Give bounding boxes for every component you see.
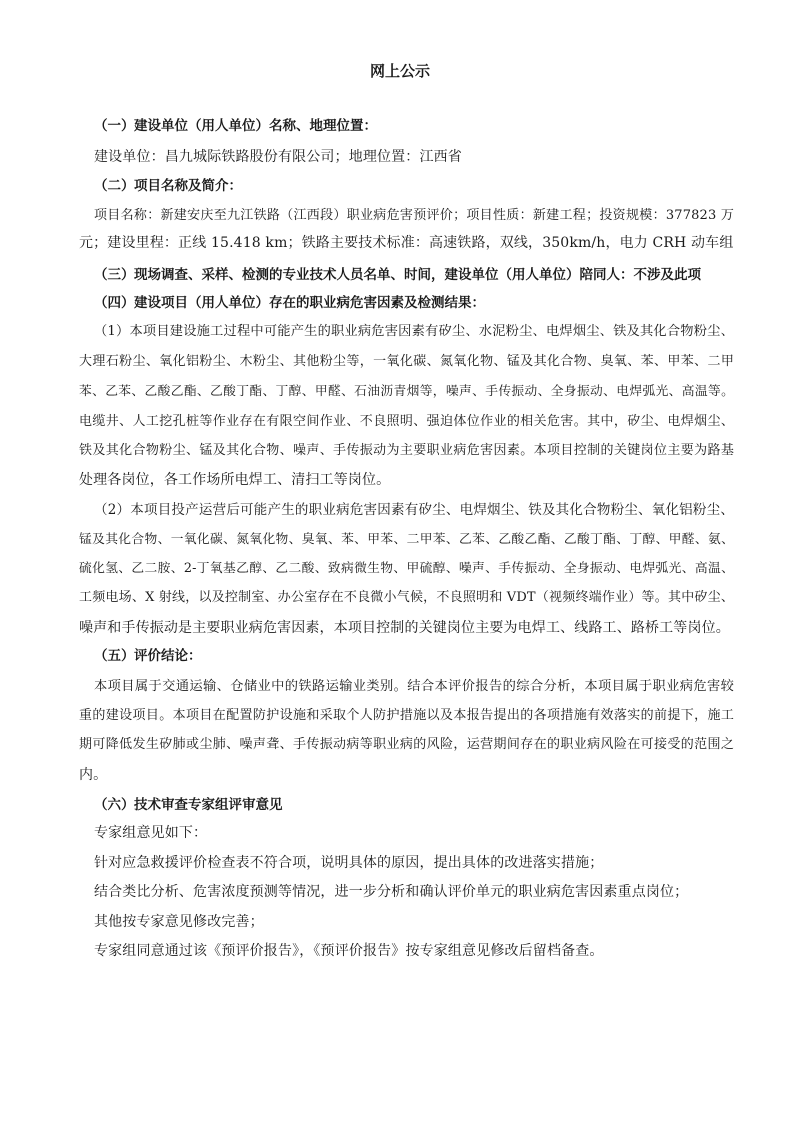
section-heading-text: 技术审查专家组评审意见 <box>134 797 283 813</box>
section-4-line-5: 铁及其化合物粉尘、锰及其化合物、噪声、手传振动为主要职业病危害因素。本项目控制的关键岗位主要为路基 <box>79 443 734 458</box>
section-heading-5 <box>94 646 202 666</box>
section-4-line-3: 苯、乙苯、乙酸乙酯、乙酸丁酯、丁醇、甲醛、石油沥青烟等，噪声、手传振动、全身振动、电焊弧光、高温等。 <box>79 384 734 399</box>
section-4-line-6: 处理各岗位，各工作场所电焊工、清扫工等岗位。 <box>79 472 391 488</box>
section-heading-3 <box>94 265 701 285</box>
section-5-line-1: 本项目属于交通运输、仓储业中的铁路运输业类别。结合本评价报告的综合分析，本项目属于职业病危害较 <box>94 679 734 694</box>
section-number: （五） <box>94 648 135 664</box>
section-4-line-8: 锰及其化合物、一氧化碳、氮氧化物、臭氧、苯、甲苯、二甲苯、乙苯、乙酸乙酯、乙酸丁酯、丁醇、甲醛、氨、 <box>79 532 734 547</box>
section-6-line-2: 针对应急救援评价检查表不符合项，说明具体的原因，提出具体的改进落实措施； <box>94 855 604 871</box>
section-2-line-1: 项目名称：新建安庆至九江铁路（江西段）职业病危害预评价；项目性质：新建工程；投资规模：377823 万 <box>94 208 734 223</box>
section-4-line-2: 大理石粉尘、氧化铝粉尘、木粉尘、其他粉尘等，一氧化碳、氮氧化物、锰及其化合物、臭氧、苯、甲苯、二甲 <box>79 354 734 369</box>
section-4-line-9: 硫化氢、乙二胺、2-丁氧基乙醇、乙二酸、致病微生物、甲硫醇、噪声、手传振动、全身振动、电焊弧光、高温、 <box>79 561 734 576</box>
section-heading-6 <box>94 795 283 815</box>
section-number: （二） <box>94 178 135 194</box>
section-6-line-4: 其他按专家意见修改完善； <box>94 914 264 930</box>
section-number: （三） <box>94 267 135 283</box>
section-number: （一） <box>94 118 135 134</box>
section-2-line-2: 元；建设里程：正线 15.418 km；铁路主要技术标准：高速铁路，双线，350km/h，电力 CRH 动车组 <box>79 235 734 251</box>
page-title: 网上公示 <box>369 62 430 80</box>
section-5-line-2: 重的建设项目。本项目在配置防护设施和采取个人防护措施以及本报告提出的各项措施有效落实的前提下，施工 <box>79 708 734 723</box>
section-heading-text: 现场调查、采样、检测的专业技术人员名单、时间，建设单位（用人单位）陪同人：不涉及此项 <box>134 267 701 283</box>
section-5-line-4: 内。 <box>79 767 108 783</box>
section-6-line-3: 结合类比分析、危害浓度预测等情况，进一步分析和确认评价单元的职业病危害因素重点岗位； <box>94 884 689 900</box>
section-number: （四） <box>94 295 135 311</box>
section-heading-2 <box>94 176 242 196</box>
section-4-line-4: 电缆井、人工挖孔桩等作业存在有限空间作业、不良照明、强迫体位作业的相关危害。其中，矽尘、电焊烟尘、 <box>79 414 734 429</box>
section-heading-text: 建设单位（用人单位）名称、地理位置： <box>134 118 377 134</box>
section-heading-text: 评价结论： <box>134 648 202 664</box>
section-6-line-1: 专家组意见如下： <box>94 825 208 841</box>
section-4-line-7: （2）本项目投产运营后可能产生的职业病危害因素有矽尘、电焊烟尘、铁及其化合物粉尘、氧化铝粉尘、 <box>94 502 734 518</box>
section-5-line-3: 期可降低发生矽肺或尘肺、噪声聋、手传振动病等职业病的风险，运营期间存在的职业病风险在可接受的范围之 <box>79 737 734 752</box>
section-1-line-1: 建设单位：昌九城际铁路股份有限公司；地理位置：江西省 <box>94 149 462 165</box>
section-number: （六） <box>94 797 135 813</box>
section-4-line-10: 工频电场、X 射线，以及控制室、办公室存在不良微小气候，不良照明和 VDT（视频终端作业）等。其中矽尘、 <box>79 590 734 605</box>
section-6-line-5: 专家组同意通过该《预评价报告》，《预评价报告》按专家组意见修改后留档备查。 <box>94 943 604 959</box>
section-heading-text: 项目名称及简介： <box>134 178 242 194</box>
section-heading-text: 建设项目（用人单位）存在的职业病危害因素及检测结果： <box>134 295 485 311</box>
section-heading-4 <box>94 293 485 313</box>
section-4-line-11: 噪声和手传振动是主要职业病危害因素，本项目控制的关键岗位主要为电焊工、线路工、路桥工等岗位。 <box>79 620 730 636</box>
section-heading-1 <box>94 116 377 136</box>
section-4-line-1: （1）本项目建设施工过程中可能产生的职业病危害因素有矽尘、水泥粉尘、电焊烟尘、铁及其化合物粉尘、 <box>94 324 734 339</box>
